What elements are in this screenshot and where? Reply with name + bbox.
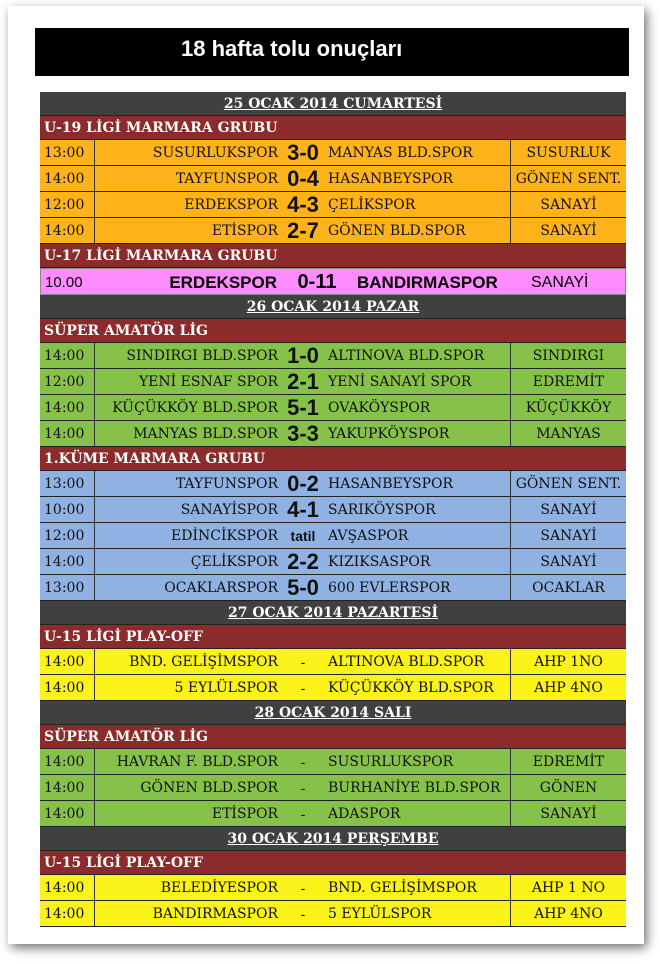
match-time: 12:00 xyxy=(40,369,95,394)
match-score: 4-1 xyxy=(287,497,319,522)
match-row xyxy=(40,649,626,675)
match-time: 14:00 xyxy=(40,395,95,420)
match-venue: SANAYİ xyxy=(510,192,626,217)
league-header: U-19 LİGİ MARMARA GRUBU xyxy=(40,116,626,140)
league-header: SÜPER AMATÖR LİG xyxy=(40,319,626,343)
match-venue: GÖNEN SENT. xyxy=(510,166,626,191)
home-team: HAVRAN F. BLD.SPOR xyxy=(116,754,278,770)
match-score: 2-1 xyxy=(287,369,319,394)
match-row-highlight xyxy=(40,268,626,295)
match-venue: AHP 1NO xyxy=(510,649,626,674)
away-team: AVŞASPOR xyxy=(328,528,409,544)
match-time: 12:00 xyxy=(40,523,95,548)
match-row xyxy=(40,801,626,827)
match-venue: SINDIRGI xyxy=(510,343,626,368)
match-time: 13:00 xyxy=(40,471,95,496)
home-team: ERDEKSPOR xyxy=(184,197,278,213)
home-team: SINDIRGI BLD.SPOR xyxy=(126,348,278,364)
match-venue: EDREMİT xyxy=(510,749,626,774)
match-venue: MANYAS xyxy=(510,421,626,446)
match-row xyxy=(40,775,626,801)
league-header: U-15 LİGİ PLAY-OFF xyxy=(40,625,626,649)
match-score: 5-0 xyxy=(287,575,319,600)
match-row xyxy=(40,166,626,192)
away-team: YENİ SANAYİ SPOR xyxy=(328,374,472,390)
home-team: ERDEKSPOR xyxy=(169,273,277,292)
away-team: BND. GELİŞİMSPOR xyxy=(328,880,477,896)
match-venue: SANAYİ xyxy=(510,218,626,243)
match-venue: SANAYİ xyxy=(510,549,626,574)
match-time: 14:00 xyxy=(40,549,95,574)
match-score: 0-11 xyxy=(297,271,337,293)
match-venue: AHP 1 NO xyxy=(510,875,626,900)
match-score: - xyxy=(300,780,306,796)
home-team: BND. GELİŞİMSPOR xyxy=(129,654,278,670)
match-time: 14:00 xyxy=(40,901,95,926)
match-venue: SANAYİ xyxy=(510,497,626,522)
match-time: 14:00 xyxy=(40,649,95,674)
title-bar xyxy=(35,28,629,76)
match-row xyxy=(40,140,626,166)
match-score: 0-2 xyxy=(287,471,319,496)
home-team: MANYAS BLD.SPOR xyxy=(133,426,278,442)
match-score: 3-3 xyxy=(287,421,319,446)
home-team: ETİSPOR xyxy=(211,223,278,239)
away-team: SUSURLUKSPOR xyxy=(328,754,454,770)
match-score: 2-7 xyxy=(287,218,319,243)
date-header: 27 OCAK 2014 PAZARTESİ xyxy=(40,601,626,625)
away-team: HASANBEYSPOR xyxy=(328,171,454,187)
match-time: 14:00 xyxy=(40,421,95,446)
match-venue: KÜÇÜKKÖY xyxy=(510,395,626,420)
match-score: - xyxy=(300,680,306,696)
league-header: 1.KÜME MARMARA GRUBU xyxy=(40,447,626,471)
league-header: SÜPER AMATÖR LİG xyxy=(40,725,626,749)
match-row xyxy=(40,497,626,523)
match-score: - xyxy=(300,906,306,922)
match-time: 14:00 xyxy=(40,218,95,243)
match-time: 14:00 xyxy=(40,343,95,368)
home-team: ETİSPOR xyxy=(211,806,278,822)
match-row xyxy=(40,395,626,421)
match-time: 14:00 xyxy=(40,749,95,774)
home-team: KÜÇÜKKÖY BLD.SPOR xyxy=(112,400,278,416)
away-team: 5 EYLÜLSPOR xyxy=(328,906,432,922)
match-time: 10:00 xyxy=(40,497,95,522)
match-row xyxy=(40,192,626,218)
match-venue: SANAYİ xyxy=(510,801,626,826)
match-row xyxy=(40,675,626,701)
match-score: 3-0 xyxy=(287,140,319,165)
away-team: ADASPOR xyxy=(328,806,401,822)
home-team: GÖNEN BLD.SPOR xyxy=(140,780,278,796)
match-row xyxy=(40,471,626,497)
away-team: SARIKÖYSPOR xyxy=(328,502,436,518)
match-row xyxy=(40,575,626,601)
home-team: TAYFUNSPOR xyxy=(175,476,278,492)
match-score: 5-1 xyxy=(287,395,319,420)
match-venue: AHP 4NO xyxy=(510,901,626,926)
league-header: U-17 LİGİ MARMARA GRUBU xyxy=(40,244,626,268)
home-team: BANDIRMASPOR xyxy=(152,906,278,922)
away-team: ALTINOVA BLD.SPOR xyxy=(328,654,485,670)
match-row xyxy=(40,343,626,369)
match-score: tatil xyxy=(290,528,316,544)
home-team: SANAYİSPOR xyxy=(180,502,278,518)
match-row xyxy=(40,421,626,447)
away-team: ÇELİKSPOR xyxy=(328,197,416,213)
away-team: KÜÇÜKKÖY BLD.SPOR xyxy=(328,680,494,696)
match-time: 10.00 xyxy=(45,274,83,291)
date-header: 26 OCAK 2014 PAZAR xyxy=(40,295,626,319)
page-title: 18 hafta tolu onuçları xyxy=(181,36,403,61)
match-score: - xyxy=(300,654,306,670)
away-team: KIZIKSASPOR xyxy=(328,554,431,570)
match-row xyxy=(40,875,626,901)
match-time: 13:00 xyxy=(40,140,95,165)
home-team: OCAKLARSPOR xyxy=(164,580,278,596)
home-team: EDİNCİKSPOR xyxy=(171,528,278,544)
match-venue: GÖNEN SENT. xyxy=(510,471,626,496)
match-row xyxy=(40,749,626,775)
match-row xyxy=(40,549,626,575)
away-team: ALTINOVA BLD.SPOR xyxy=(328,348,485,364)
away-team: OVAKÖYSPOR xyxy=(328,400,431,416)
match-venue: SANAYİ xyxy=(531,274,589,291)
match-score: - xyxy=(300,806,306,822)
home-team: BELEDİYESPOR xyxy=(160,880,278,896)
match-venue: EDREMİT xyxy=(510,369,626,394)
date-header: 30 OCAK 2014 PERŞEMBE xyxy=(40,827,626,851)
match-row xyxy=(40,901,626,927)
away-team: GÖNEN BLD.SPOR xyxy=(328,223,466,239)
match-score: 0-4 xyxy=(287,166,319,191)
away-team: 600 EVLERSPOR xyxy=(328,580,451,596)
match-venue: GÖNEN xyxy=(510,775,626,800)
match-time: 14:00 xyxy=(40,875,95,900)
home-team: YENİ ESNAF SPOR xyxy=(138,374,278,390)
match-time: 12:00 xyxy=(40,192,95,217)
match-score: 1-0 xyxy=(287,343,319,368)
match-row xyxy=(40,523,626,549)
away-team: BANDIRMASPOR xyxy=(357,273,498,292)
match-row xyxy=(40,218,626,244)
away-team: MANYAS BLD.SPOR xyxy=(328,145,473,161)
date-header: 28 OCAK 2014 SALI xyxy=(40,701,626,725)
away-team: YAKUPKÖYSPOR xyxy=(328,426,450,442)
home-team: TAYFUNSPOR xyxy=(175,171,278,187)
home-team: 5 EYLÜLSPOR xyxy=(174,680,278,696)
league-header: U-15 LİGİ PLAY-OFF xyxy=(40,851,626,875)
date-header: 25 OCAK 2014 CUMARTESİ xyxy=(40,92,626,116)
match-time: 14:00 xyxy=(40,801,95,826)
match-score: - xyxy=(300,754,306,770)
match-time: 14:00 xyxy=(40,775,95,800)
match-venue: SANAYİ xyxy=(510,523,626,548)
match-score: 2-2 xyxy=(287,549,319,574)
match-venue: OCAKLAR xyxy=(510,575,626,600)
home-team: ÇELİKSPOR xyxy=(190,554,278,570)
home-team: SUSURLUKSPOR xyxy=(152,145,278,161)
match-score: 4-3 xyxy=(287,192,319,217)
match-venue: SUSURLUK xyxy=(510,140,626,165)
away-team: BURHANİYE BLD.SPOR xyxy=(328,780,501,796)
match-time: 14:00 xyxy=(40,166,95,191)
fixture-table xyxy=(40,92,626,927)
match-venue: AHP 4NO xyxy=(510,675,626,700)
away-team: HASANBEYSPOR xyxy=(328,476,454,492)
match-time: 14:00 xyxy=(40,675,95,700)
match-time: 13:00 xyxy=(40,575,95,600)
match-score: - xyxy=(300,880,306,896)
match-row xyxy=(40,369,626,395)
